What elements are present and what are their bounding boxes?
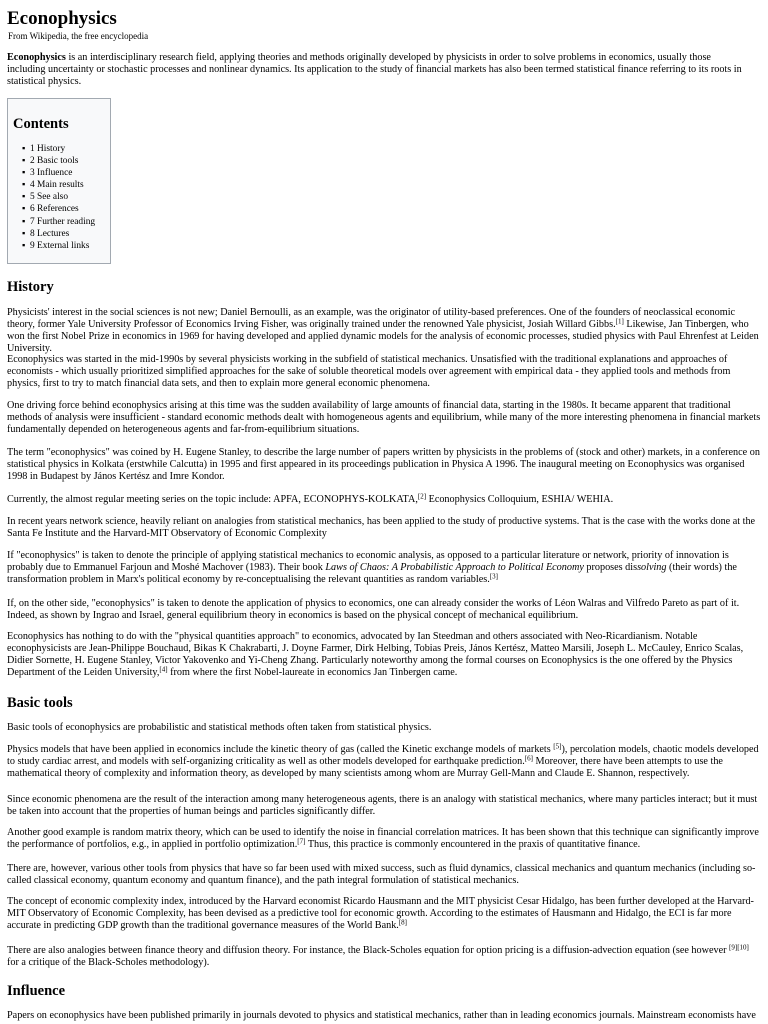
- book-title: Laws of Chaos: A Probabilistic Approach to Political Economy: [325, 562, 584, 574]
- basic-tools-heading: Basic tools: [7, 695, 73, 711]
- history-heading: History: [7, 279, 54, 295]
- history-paragraph-1: Physicists' interest in the social sciences is not new; Daniel Bernoulli, as an example, was the originator of utility-based preferences. One of the founders of neoclassical economic theory, former Yale University Professor of Economics Irving Fisher, was originally trained under the renowned Yale physicist, Josiah Willard Gibbs.[1] Likewise, Jan Tinbergen, who won the first Nobel Prize in economics in 1969 for having developed and applied dynamic models for the analysis of economic processes, studied physics with Paul Ehrenfest at Leiden University.: [7, 307, 759, 355]
- influence-heading: Influence: [7, 983, 65, 999]
- bullet-icon: ▪: [22, 168, 26, 179]
- basic-tools-paragraph-4: Another good example is random matrix theory, which can be used to identify the noise in financial correlation matrices. It has been shown that this technique can significantly improve the performance of portfolios, e.g., in applied in portfolio optimization.[7] Thus, this practice is commonly encountered in the praxis of quantitative finance.: [7, 827, 759, 851]
- reference-link[interactable]: [3]: [489, 572, 498, 581]
- reference-link[interactable]: [6]: [524, 754, 533, 763]
- history-paragraph-6: In recent years network science, heavily reliant on analogies from statistical mechanics, has been applied to the study of productive systems. That is the case with the works done at the Santa Fe Institute and the Harvard-MIT Observatory of Economic Complexity: [7, 516, 756, 540]
- toc-list: [22, 143, 96, 252]
- reference-link[interactable]: [2]: [417, 492, 427, 501]
- article-body: [7, 7, 762, 1021]
- page-title: Econophysics: [7, 8, 117, 29]
- basic-tools-paragraph-6: The concept of economic complexity index, introduced by the Harvard economist Ricardo Hausmann and the MIT physicist Cesar Hidalgo, has been further developed at the Harvard-MIT Observatory of Economic Complexity, has been devised as a predictive tool for economic growth. According to the estimates of Hausmann and Hidalgo, the ECI is far more accurate in predicting GDP growth than the traditional governance measures of the World Bank.[8]: [7, 896, 754, 932]
- toc-item[interactable]: ▪ 9 External links: [22, 240, 90, 251]
- toc-item[interactable]: ▪ 5 See also: [22, 192, 69, 203]
- toc-title: Contents: [13, 116, 69, 132]
- reference-link[interactable]: [7]: [297, 837, 306, 846]
- basic-tools-paragraph-1: Basic tools of econophysics are probabilistic and statistical methods often taken from statistical physics.: [7, 722, 432, 733]
- bullet-icon: ▪: [22, 180, 26, 191]
- history-paragraph-4: The term "econophysics" was coined by H. Eugene Stanley, to describe the large number of papers written by physicists in the problems of (stock and other) markets, in a conference on statistical physics in Kolkata (erstwhile Calcutta) in 1995 and first appeared in its proceedings publication in Physica A 1996. The inaugural meeting on Econophysics was organised 1998 in Budapest by János Kertész and Imre Kondor.: [7, 447, 760, 483]
- reference-link[interactable]: [9][10]: [729, 943, 749, 952]
- lead-paragraph: [7, 52, 745, 88]
- influence-paragraph-1: Papers on econophysics have been published primarily in journals devoted to physics and statistical mechanics, rather than in leading economics journals. Mainstream economists have: [7, 1010, 756, 1021]
- bullet-icon: ▪: [22, 204, 26, 215]
- toc-item[interactable]: ▪ 4 Main results: [22, 180, 84, 191]
- tagline: From Wikipedia, the free encyclopedia: [8, 31, 149, 41]
- reference-link[interactable]: [5]: [553, 742, 562, 751]
- lead-bold-term: Econophysics: [7, 52, 66, 63]
- toc-item[interactable]: ▪ 1 History: [22, 144, 66, 154]
- toc-item[interactable]: ▪ 2 Basic tools: [22, 156, 79, 167]
- reference-link[interactable]: [1]: [615, 317, 624, 326]
- basic-tools-paragraph-3: Since economic phenomena are the result of the interaction among many heterogeneous agents, there is an analogy with statistical mechanics, where many particles interact; but it must be taken into account that the properties of human beings and particles significantly differ.: [7, 794, 758, 818]
- basic-tools-paragraph-7: There are also analogies between finance theory and diffusion theory. For instance, the Black-Scholes equation for option pricing is a diffusion-advection equation (see however [9][10] for a critique of the Black-Scholes methodology).: [7, 943, 749, 969]
- toc-item[interactable]: ▪ 3 Influence: [22, 168, 73, 179]
- lead-text: is an interdisciplinary research field, applying theories and methods originally developed by physicists in order to solve problems in economics, usually those including uncertainty or stochastic processes and nonlinear dynamics. Its application to the study of financial markets has also been termed statistical finance referring to its roots in statistical physics.: [7, 52, 742, 88]
- history-paragraph-3: One driving force behind econophysics arising at this time was the sudden availability of large amounts of financial data, starting in the 1980s. It became apparent that traditional methods of analysis were insufficient - standard economic methods dealt with homogeneous agents and equilibrium, while many of the more interesting phenomena in financial markets fundamentally depended on heterogeneous agents and far-from-equilibrium situations.: [7, 400, 761, 436]
- toc-item[interactable]: ▪ 8 Lectures: [22, 228, 70, 239]
- bullet-icon: ▪: [22, 192, 26, 203]
- reference-link[interactable]: [8]: [398, 918, 408, 927]
- bullet-icon: ▪: [22, 156, 26, 167]
- history-paragraph-7: If "econophysics" is taken to denote the principle of applying statistical mechanics to economic analysis, as opposed to a particular literature or network, priority of innovation is probably due to Emmanuel Farjoun and Moshé Machover (1983). Their book Laws of Chaos: A Probabilistic Approach to Political Economy proposes dissolving (their words) the transformation problem in Marx's political economy by re-conceptualising the relevant quantities as random variables.[3]: [7, 550, 737, 586]
- history-paragraph-8: If, on the other side, "econophysics" is taken to denote the application of physics to economics, one can already consider the works of Léon Walras and Vilfredo Pareto as part of it. Indeed, as shown by Ingrao and Israel, general equilibrium theory in economics is based on the physical concept of mechanical equilibrium.: [7, 598, 740, 622]
- bullet-icon: ▪: [22, 240, 26, 251]
- history-paragraph-9: Econophysics has nothing to do with the "physical quantities approach" to economics, advocated by Ian Steedman and others associated with Neo-Ricardianism. Notable econophysicists are Jean-Philippe Bouchaud, Bikas K Chakrabarti, J. Doyne Farmer, Dirk Helbing, Tobias Preis, János Kertész, Matteo Marsili, Joseph L. McCauley, Enrico Scalas, Didier Sornette, H. Eugene Stanley, Victor Yakovenko and Yi-Cheng Zhang. Particularly noteworthy among the formal courses on Econophysics is the one offered by the Physics Department of the Leiden University,[4] from where the first Nobel-laureate in economics Jan Tinbergen came.: [7, 631, 744, 679]
- table-of-contents: [7, 98, 111, 264]
- basic-tools-paragraph-2: Physics models that have been applied in economics include the kinetic theory of gas (called the Kinetic exchange models of markets [5]), percolation models, chaotic models developed to study cardiac arrest, and models with self-organizing criticality as well as other models developed for earthquake prediction.[6] Moreover, there have been attempts to use the mathematical theory of complexity and information theory, as developed by many scientists among whom are Murray Gell-Mann and Claude E. Shannon, respectively.: [7, 742, 759, 780]
- toc-item[interactable]: ▪ 6 References: [22, 204, 79, 215]
- basic-tools-paragraph-5: There are, however, various other tools from physics that have so far been used with mixed success, such as fluid dynamics, classical mechanics and quantum mechanics (including so-called classical economy, quantum economy and quantum finance), and the path integral formulation of statistical mechanics.: [7, 863, 756, 887]
- bullet-icon: ▪: [22, 228, 26, 239]
- bullet-icon: ▪: [22, 216, 26, 227]
- bullet-icon: ▪: [22, 144, 26, 154]
- history-paragraph-2: Econophysics was started in the mid-1990s by several physicists working in the subfield of statistical mechanics. Unsatisfied with the traditional explanations and approaches of economists - which usually prioritized simplified approaches for the sake of soluble theoretical models over agreement with empirical data - they applied tools and methods from physics, first to try to match financial data sets, and then to explain more general economic phenomena.: [7, 354, 731, 390]
- toc-item[interactable]: ▪ 7 Further reading: [22, 216, 96, 227]
- reference-link[interactable]: [4]: [159, 665, 168, 674]
- history-paragraph-5: Currently, the almost regular meeting series on the topic include: APFA, ECONOPHYS-KOLKATA,[2] Econophysics Colloquium, ESHIA/ WEHIA.: [7, 492, 614, 505]
